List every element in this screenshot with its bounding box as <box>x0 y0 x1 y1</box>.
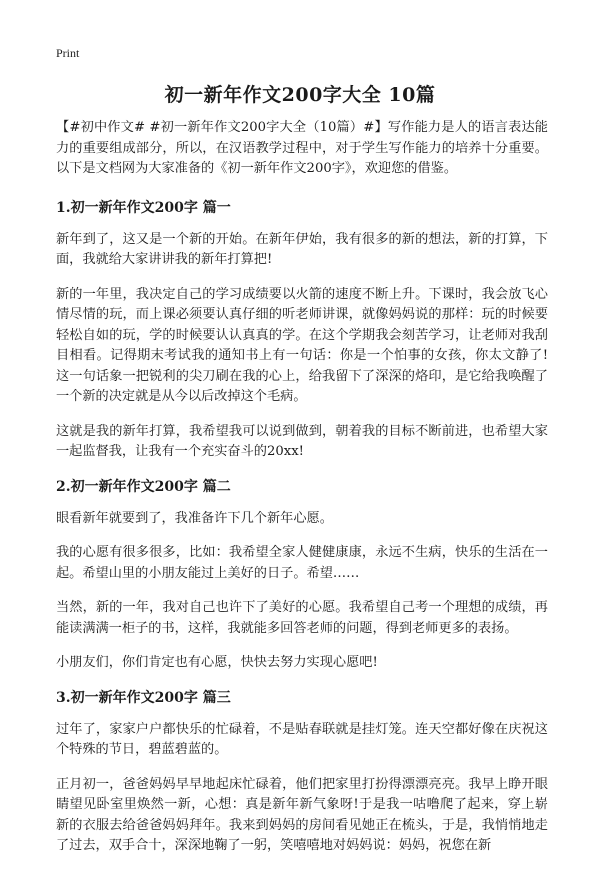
section-heading: 2.初一新年作文200字 篇二 <box>56 478 231 495</box>
section-heading: 1.初一新年作文200字 篇一 <box>56 199 231 216</box>
paragraph: 正月初一，爸爸妈妈早早地起床忙碌着，他们把家里打扮得漂漂亮亮。我早上睁开眼睛望见卧室里焕然一新，心想：真是新年新气象呀!于是我一咕噜爬了起来，穿上崭新的衣服去给爸爸妈妈拜年。我来到妈妈的房间看见她正在梳头，于是，我悄悄地走了过去，双手合十，深深地鞠了一躬，笑嘻嘻地对妈妈说：妈妈，祝您在新 <box>56 776 548 853</box>
intro-paragraph: 【#初中作文# #初一新年作文200字大全（10篇）#】写作能力是人的语言表达能力的重要组成部分，所以，在汉语教学过程中，对于学生写作能力的培养十分重要。以下是文档网为大家准备的《初一新年作文200字》，欢迎您的借鉴。 <box>56 120 548 176</box>
section-2 <box>56 477 548 674</box>
paragraph: 我的心愿有很多很多，比如：我希望全家人健健康康，永远不生病，快乐的生活在一起。希望山里的小朋友能过上美好的日子。希望…… <box>56 545 548 581</box>
article-body <box>56 118 548 871</box>
page-title: 初一新年作文200字大全 10篇 <box>164 84 436 106</box>
paragraph: 当然，新的一年，我对自己也许下了美好的心愿。我希望自己考一个理想的成绩，再能读满满一柜子的书，这样，我就能多回答老师的问题，得到老师更多的表扬。 <box>56 600 548 636</box>
paragraph: 过年了，家家户户都快乐的忙碌着，不是贴春联就是挂灯笼。连天空都好像在庆祝这个特殊的节日，碧蓝碧蓝的。 <box>56 721 548 757</box>
paragraph: 新的一年里，我决定自己的学习成绩要以火箭的速度不断上升。下课时，我会放飞心情尽情的玩，而上课必须要认真仔细的听老师讲课，就像妈妈说的那样：玩的时候要轻松自如的玩，学的时候要认认真真的学。在这个学期我会刻苦学习，让老师对我刮目相看。记得期末考试我的通知书上有一句话：你是一个怕事的女孩，你太文静了!这一句话象一把锐利的尖刀刷在我的心上，给我留下了深深的烙印，是它给我唤醒了一个新的决定就是从今以后改掉这个毛病。 <box>56 286 548 404</box>
paragraph: 眼看新年就要到了，我准备许下几个新年心愿。 <box>56 510 333 526</box>
section-1 <box>56 198 548 463</box>
print-link[interactable]: Print <box>56 46 80 60</box>
paragraph: 这就是我的新年打算，我希望我可以说到做到，朝着我的目标不断前进，也希望大家一起监督我，让我有一个充实奋斗的20xx! <box>56 423 548 459</box>
paragraph: 小朋友们，你们肯定也有心愿，快快去努力实现心愿吧! <box>56 655 378 670</box>
section-3 <box>56 688 548 857</box>
section-heading: 3.初一新年作文200字 篇三 <box>56 689 231 706</box>
paragraph: 新年到了，这又是一个新的开始。在新年伊始，我有很多的新的想法，新的打算，下面，我就给大家讲讲我的新年打算把! <box>56 231 548 267</box>
